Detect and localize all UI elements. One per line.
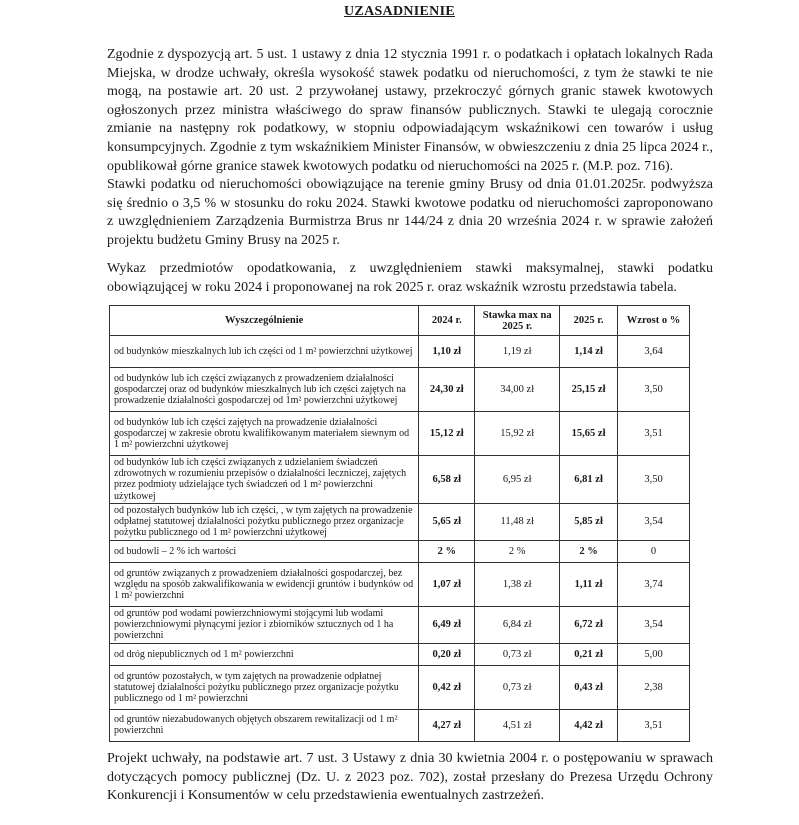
rate-max-2025: 6,84 zł	[475, 606, 560, 643]
table-row	[110, 665, 690, 709]
growth-percent: 5,00	[618, 643, 690, 665]
table-row	[110, 643, 690, 665]
rate-2024: 5,65 zł	[419, 503, 475, 540]
table-row	[110, 368, 690, 412]
row-description: od budynków lub ich części związanych z udzielaniem świadczeń zdrowotnych w rozumieniu przepisów o działalności leczniczej, zajętych przez podmioty udzielające tych świadczeń od 1 m² powierzchni użytkowej	[110, 456, 419, 504]
table-row	[110, 503, 690, 540]
rate-max-2025: 1,38 zł	[475, 562, 560, 606]
rate-2025: 2 %	[560, 540, 618, 562]
rate-2025: 25,15 zł	[560, 368, 618, 412]
rate-max-2025: 6,95 zł	[475, 456, 560, 504]
row-description: od budynków lub ich części związanych z prowadzeniem działalności gospodarczej oraz od budynków mieszkalnych lub ich części zajętych na prowadzenie działalności gospodarczej od 1m² powierzchni użytkowej	[110, 368, 419, 412]
rate-2024: 15,12 zł	[419, 412, 475, 456]
table-row	[110, 336, 690, 368]
rate-2024: 0,20 zł	[419, 643, 475, 665]
rate-2024: 1,07 zł	[419, 562, 475, 606]
growth-percent: 3,74	[618, 562, 690, 606]
growth-percent: 3,51	[618, 709, 690, 741]
page-title: UZASADNIENIE	[344, 4, 455, 19]
row-description: od gruntów pozostałych, w tym zajętych na prowadzenie odpłatnej statutowej działalności pożytku publicznego przez organizacje pożytku publicznego od 1 m² powierzchni	[110, 665, 419, 709]
header-2024: 2024 r.	[419, 306, 475, 336]
row-description: od gruntów niezabudowanych objętych obszarem rewitalizacji od 1 m² powierzchni	[110, 709, 419, 741]
row-description: od dróg niepublicznych od 1 m² powierzchni	[110, 643, 419, 665]
header-max-2025: Stawka max na 2025 r.	[475, 306, 560, 336]
paragraph-legal-basis: Zgodnie z dyspozycją art. 5 ust. 1 ustawy z dnia 12 stycznia 1991 r. o podatkach i opłatach lokalnych Rada Miejska, w drodze uchwały, określa wysokość stawek podatku od nieruchomości, z tym że stawki te nie mogą, na postawie art. 20 ust. 2 przywołanej ustawy, przekroczyć górnych granic stawek kwotowych ogłoszonych przez ministra właściwego do spraw finansów publicznych. Stawki te ulegają corocznie zmianie na następny rok podatkowy, w stopniu odpowiadającym wskaźnikowi cen towarów i usług konsumpcyjnych. Zgodnie z tym wskaźnikiem Minister Finansów, w obwieszczeniu z dnia 25 lipca 2024 r., opublikował górne granice stawek kwotowych podatku od nieruchomości na 2025 r. (M.P. poz. 716).	[107, 47, 713, 174]
paragraph-rate-increase: Stawki podatku od nieruchomości obowiązujące na terenie gminy Brusy od dnia 01.01.2025r. podwyższa się średnio o 3,5 % w stosunku do roku 2024. Stawki kwotowe podatku od nieruchomości zaproponowano z uwzględnieniem Zarządzenia Burmistrza Brus nr 144/24 z dnia 20 września 2024 r. w sprawie założeń projektu budżetu Gminy Brusy na 2025 r.	[107, 177, 713, 248]
table-row	[110, 540, 690, 562]
table-row	[110, 456, 690, 504]
header-growth: Wzrost o %	[618, 306, 690, 336]
growth-percent: 3,54	[618, 503, 690, 540]
rate-max-2025: 1,19 zł	[475, 336, 560, 368]
table-row	[110, 412, 690, 456]
rate-2025: 5,85 zł	[560, 503, 618, 540]
rate-2024: 24,30 zł	[419, 368, 475, 412]
rate-2024: 6,49 zł	[419, 606, 475, 643]
rate-2024: 2 %	[419, 540, 475, 562]
rate-2024: 6,58 zł	[419, 456, 475, 504]
rate-max-2025: 0,73 zł	[475, 643, 560, 665]
growth-percent: 3,54	[618, 606, 690, 643]
table-row	[110, 562, 690, 606]
rate-2025: 1,11 zł	[560, 562, 618, 606]
rate-2025: 0,21 zł	[560, 643, 618, 665]
rate-2025: 1,14 zł	[560, 336, 618, 368]
table-header-row	[110, 306, 690, 336]
growth-percent: 3,50	[618, 368, 690, 412]
row-description: od budynków mieszkalnych lub ich części od 1 m² powierzchni użytkowej	[110, 336, 419, 368]
table-row	[110, 606, 690, 643]
rate-max-2025: 2 %	[475, 540, 560, 562]
rate-max-2025: 4,51 zł	[475, 709, 560, 741]
rate-2024: 0,42 zł	[419, 665, 475, 709]
row-description: od gruntów pod wodami powierzchniowymi stojącymi lub wodami powierzchniowymi płynącymi jezior i zbiorników sztucznych od 1 ha powierzchni	[110, 606, 419, 643]
table-body	[110, 336, 690, 742]
rate-2024: 4,27 zł	[419, 709, 475, 741]
growth-percent: 3,51	[618, 412, 690, 456]
row-description: od budowli – 2 % ich wartości	[110, 540, 419, 562]
rate-2025: 4,42 zł	[560, 709, 618, 741]
rate-max-2025: 11,48 zł	[475, 503, 560, 540]
rate-2025: 15,65 zł	[560, 412, 618, 456]
paragraph-table-intro: Wykaz przedmiotów opodatkowania, z uwzględnieniem stawki maksymalnej, stawki podatku obowiązującej w roku 2024 i proponowanej na rok 2025 r. oraz wskaźnik wzrostu przedstawia tabela.	[107, 261, 713, 295]
table-row	[110, 709, 690, 741]
growth-percent: 0	[618, 540, 690, 562]
tax-rates-table	[109, 305, 690, 742]
paragraph-state-aid: Projekt uchwały, na podstawie art. 7 ust. 3 Ustawy z dnia 30 kwietnia 2004 r. o postępowaniu w sprawach dotyczących pomocy publicznej (Dz. U. z 2023 poz. 702), został przesłany do Prezesa Urzędu Ochrony Konkurencji i Konsumentów w celu przedstawienia ewentualnych zastrzeżeń.	[107, 751, 713, 804]
rate-2025: 6,81 zł	[560, 456, 618, 504]
rate-max-2025: 15,92 zł	[475, 412, 560, 456]
rate-max-2025: 0,73 zł	[475, 665, 560, 709]
rate-2024: 1,10 zł	[419, 336, 475, 368]
rate-2025: 0,43 zł	[560, 665, 618, 709]
growth-percent: 3,64	[618, 336, 690, 368]
row-description: od pozostałych budynków lub ich części, , w tym zajętych na prowadzenie odpłatnej statutowej działalności pożytku publicznego przez organizacje pożytku publicznego od 1 m² powierzchni użytkowej	[110, 503, 419, 540]
row-description: od budynków lub ich części zajętych na prowadzenie działalności gospodarczej w zakresie obrotu kwalifikowanym materiałem siewnym od 1 m² powierzchni użytkowej	[110, 412, 419, 456]
header-description: Wyszczególnienie	[110, 306, 419, 336]
rate-2025: 6,72 zł	[560, 606, 618, 643]
growth-percent: 3,50	[618, 456, 690, 504]
row-description: od gruntów związanych z prowadzeniem działalności gospodarczej, bez względu na sposób zakwalifikowania w ewidencji gruntów i budynków od 1 m² powierzchni	[110, 562, 419, 606]
header-2025: 2025 r.	[560, 306, 618, 336]
rate-max-2025: 34,00 zł	[475, 368, 560, 412]
growth-percent: 2,38	[618, 665, 690, 709]
